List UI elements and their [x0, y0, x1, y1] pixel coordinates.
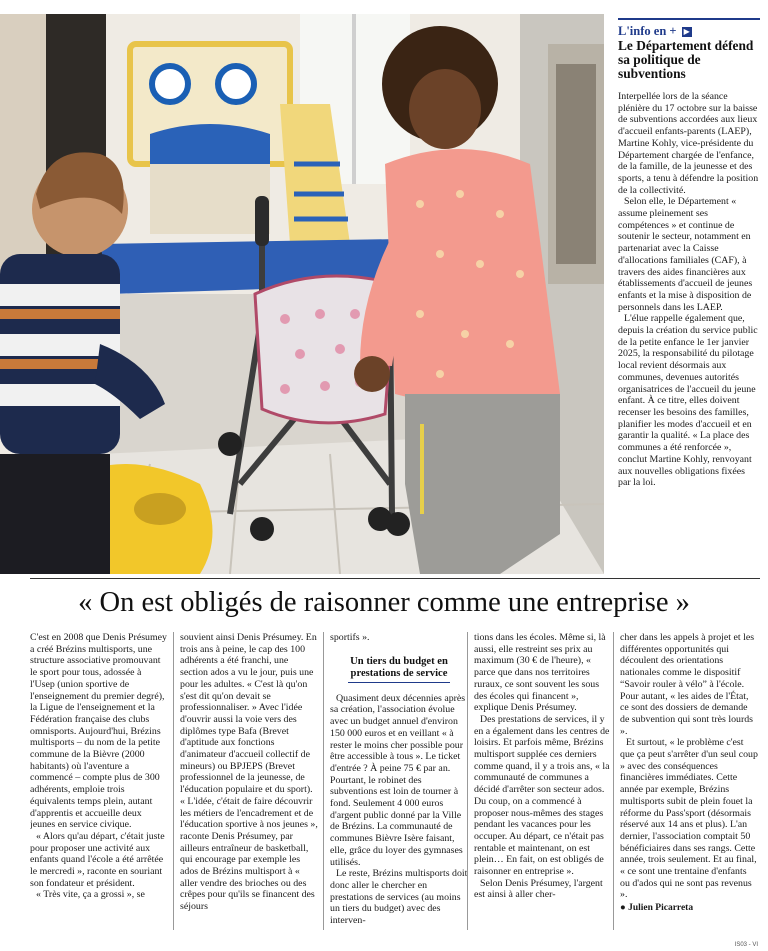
sidebar-title: Le Département défend sa politique de subventions	[618, 38, 754, 81]
column-divider	[323, 632, 324, 930]
body-paragraph: Selon Denis Présumey, l'argent est ainsi à aller cher-	[474, 877, 603, 901]
article-column-3	[330, 632, 468, 932]
body-paragraph: sportifs ».	[330, 632, 370, 643]
column-divider	[467, 632, 468, 930]
sidebar-body	[618, 91, 760, 489]
body-paragraph: « Alors qu'au départ, c'était juste pour proposer une activité aux enfants quand l'école a été arrêtée le mercredi », raconte en souriant son fondateur et président.	[30, 830, 165, 889]
sidebar-paragraph: L'élue rappelle également que, depuis la création du service public de la petite enfance le 1er janvier 2025, la responsabilité du pilotage local revient désormais aux communes, devenues autorités organisatrices de l'accueil du jeune enfant. À ce titre, elles doivent recenser les besoins des familles, planifier les modes d'accueil et en garantir la qualité. « La place des communes a été renforcée », conclut Martine Kohly, renvoyant aux nouvelles obligations fixées par la loi.	[618, 313, 758, 489]
sidebar-paragraph: Selon elle, le Département « assume pleinement ses compétences » et continue de soutenir le secteur, notamment en partenariat avec la Caisse d'allocations familiales (CAF), à travers des aides financières aux établissements d'accueil de jeunes enfants et la mise à disposition de personnels dans les LAEP.	[618, 196, 753, 313]
body-paragraph: « Très vite, ça a grossi », se	[36, 889, 145, 901]
body-paragraph: Des prestations de services, il y en a également dans les centres de loisirs. Et parfois même, Brézins multisport supplée ces derniers comme quand, il y a trois ans, « la communauté de communes a décidé d'arrêter son secteur ados. Du coup, on a commencé à proposer nous-mêmes des stages pendant les vacances pour les occuper. Au départ, ce n'était pas rentable et maintenant, on est plein… En fait, on est obligés de raisonner en entreprise ».	[474, 713, 610, 878]
article-column-2	[180, 632, 318, 932]
body-paragraph: Quasiment deux décennies après sa création, l'association évolue avec un budget annuel d'environ 150 000 euros et en veillant « à rester le moins cher possible pour être accessible à tous ». Le ticket d'entrée ? À peine 75 € par an. Pourtant, le robinet des subventions est loin de tourner à fond. Seulement 4 000 euros d'argent public donné par la Ville de Brézins. La communauté de communes Bièvre Isère faisant, elle, grâce du loyer des gymnases utilisés.	[330, 692, 466, 868]
article-column-1	[30, 632, 168, 932]
body-paragraph: souvient ainsi Denis Présumey. En trois ans à peine, le cap des 100 adhérents a été franchi, une section ados a vu le jour, puis une pour les adultes. « C'est là qu'on s'est dit qu'on devait se professionnaliser. » Avec l'idée d'ouvrir aussi la voie vers des diplômes type Bafa (Brevet d'aptitude aux fonctions d'animateur d'accueil collectif de mineurs) ou BPJEPS (Brevet professionnel de la jeunesse, de l'éducation populaire et du sport). « L'idée, c'était de faire découvrir les métiers de l'encadrement et de l'éducation sportive à nos jeunes », raconte Denis Présumey, par ailleurs entraîneur de basketball, qui encourage par exemple les ados de Brézins multisport à « aller vendre des brioches ou des crêpes pour qu'ils se financent des séjours	[180, 632, 318, 913]
body-paragraph: Le reste, Brézins multisports doit donc aller le chercher en prestations de services (au moins un tiers du budget) avec des interven-	[330, 868, 468, 927]
play-icon: ▶	[683, 27, 690, 36]
intertitle	[334, 656, 464, 683]
article-photo	[0, 14, 604, 574]
author-signature: ● Julien Picarreta	[620, 903, 694, 914]
body-paragraph: C'est en 2008 que Denis Présumey a créé Brézins multisports, une structure associative promouvant le sport pour tous, adossée à l'Usep (union sportive de l'enseignement du premier degré), la Ligue de l'enseignement et la Fédération française des clubs omnisports. Aujourd'hui, Brézins multisports – du nom de la petite commune de la Bièvre (2000 habitants) où l'aventure a commencé – compte plus de 300 adhérents, emploie trois équivalents temps plein, autant d'apprentis et accueille deux jeunes en service civique.	[30, 632, 167, 831]
body-paragraph: Et surtout, « le problème c'est que ça peut s'arrêter d'un seul coup » avec des conséquences financières immédiates. Cette année par exemple, Brézins multisports subit de plein fouet la réforme du Pass'sport (désormais réservé aux 14 ans et plus). L'an dernier, l'association comptait 50 bénéficiaires dans ses rangs. Cette année, trois seulement. Et au final, « ce sont une trentaine d'enfants ou d'ados qui ne sont pas revenus ».	[620, 737, 758, 901]
sidebar-kicker	[618, 24, 760, 38]
info-sidebar	[618, 18, 760, 574]
intertitle-text: Un tiers du budget en prestations de service	[350, 655, 448, 679]
photo-illustration	[0, 14, 604, 574]
body-paragraph: tions dans les écoles. Même si, là aussi, elle restreint ses prix au maximum (30 € de l'heure), « parce que dans nos territoires ruraux, ce sont souvent les sous des écoles qui financent », explique Denis Présumey.	[474, 632, 606, 714]
column-divider	[613, 632, 614, 930]
sidebar-paragraph: Interpellée lors de la séance plénière du 17 octobre sur la baisse de subventions accordées aux lieux d'accueil enfants-parents (LAEP), Martine Kohly, vice-présidente du Département chargée de l'enfance, de la famille, de la jeunesse et des sports, a tenu à défendre la position de la collectivité.	[618, 91, 759, 196]
intertitle-rule	[348, 682, 450, 683]
article-column-5	[620, 632, 758, 932]
article-headline: « On est obligés de raisonner comme une entreprise »	[78, 587, 690, 618]
headline-rule	[30, 578, 760, 579]
sidebar-top-rule	[618, 18, 760, 20]
page-folio: IS03 - VI	[734, 942, 758, 948]
body-paragraph: cher dans les appels à projet et les différentes opportunités qui découlent des orientations nationales comme le dispositif “Savoir rouler à vélo” à l'école. Pour autant, « les aides de l'État, ce sont des dossiers de demande de subvention qui sont très lourds ».	[620, 632, 755, 737]
column-divider	[173, 632, 174, 930]
sidebar-kicker-label: L'info en +	[618, 24, 677, 38]
article-column-4	[474, 632, 612, 932]
